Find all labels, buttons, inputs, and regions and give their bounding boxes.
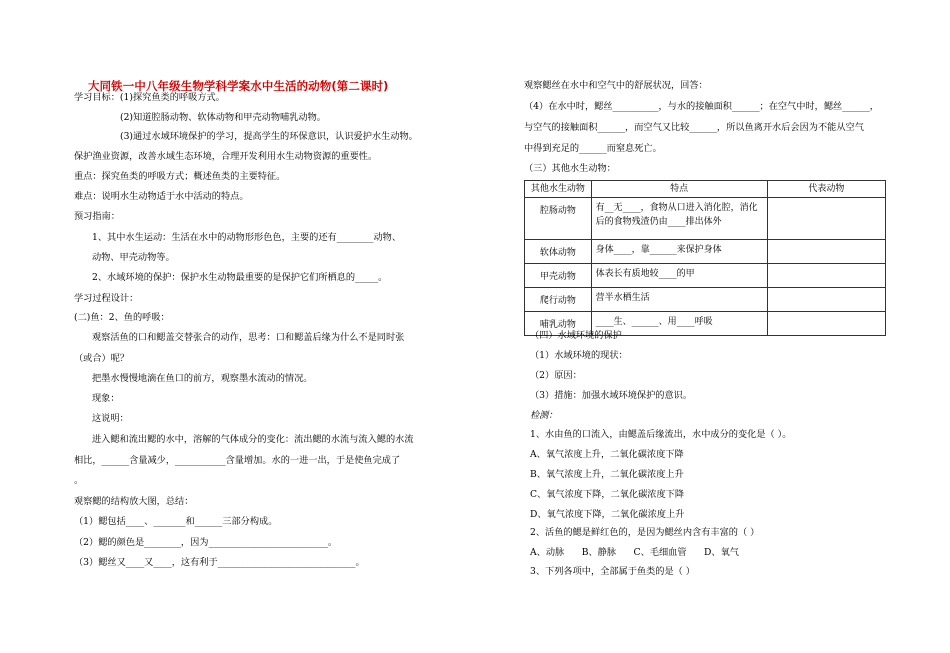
gill-question-3: （3）鳃丝又____又____，这有利于______________________________。 xyxy=(74,557,365,568)
other-aquatic-animals-table xyxy=(524,180,886,336)
gill-question-4-end: 中得到充足的______而窒息死亡。 xyxy=(524,143,662,154)
ink-experiment: 把墨水慢慢地滴在鱼口的前方，观察墨水流动的情况。 xyxy=(92,373,313,384)
table-header-row xyxy=(525,181,886,198)
process-heading: 学习过程设计： xyxy=(74,293,139,304)
table-cell-animal: 腔肠动物 xyxy=(525,198,592,240)
question-1-option-b: B、氧气浓度上升，二氧化碳浓度上升 xyxy=(530,469,684,480)
preview-item-2: 2、水域环境的保护：保护水生动物最重要的是保护它们所栖息的_____。 xyxy=(92,272,388,283)
environment-measures: （3）措施：加强水域环境保护的意识。 xyxy=(530,390,693,401)
table-cell-animal: 爬行动物 xyxy=(525,288,592,312)
learning-goal-2: (2)知道腔肠动物、软体动物和甲壳动物哺乳动物。 xyxy=(120,112,326,123)
table-cell-animal: 哺乳动物 xyxy=(525,312,592,336)
table-header-feature: 特点 xyxy=(591,181,767,198)
gill-observe-question: 观察鳃丝在水中和空气中的舒展状况，回答： xyxy=(524,80,708,91)
key-point: 重点：探究鱼类的呼吸方式；概述鱼类的主要特征。 xyxy=(74,171,286,182)
table-cell-feature: 身体____，靠______来保护身体 xyxy=(591,240,767,264)
table-row xyxy=(525,288,886,312)
table-cell-feature: 体表长有质地较____的甲 xyxy=(591,264,767,288)
gill-observe-heading: 观察鳃的结构放大图，总结： xyxy=(74,496,194,507)
table-cell-representative[interactable] xyxy=(767,288,885,312)
other-animals-heading: （三）其他水生动物： xyxy=(524,163,616,174)
table-header-representative: 代表动物 xyxy=(767,181,885,198)
gill-question-2: （2）鳃的颜色是________，因为__________________________。 xyxy=(74,537,338,548)
water-change-1: 进入鳃和流出鳃的水中，溶解的气体成分的变化：流出鳃的水流与流入鳃的水流 xyxy=(92,434,414,445)
gill-question-4-cont: 与空气的接触面积______，而空气又比较______，所以鱼离开水后会因为不能从空气 xyxy=(524,122,864,133)
table-cell-representative[interactable] xyxy=(767,264,885,288)
table-row xyxy=(525,264,886,288)
question-2: 2、活鱼的鳃是鲜红色的，是因为鳃丝内含有丰富的（ ） xyxy=(530,527,760,538)
environment-cause: （2）原因： xyxy=(530,370,582,381)
question-3: 3、下列各项中，全部属于鱼类的是（ ） xyxy=(530,566,695,577)
table-cell-feature: 有__无____，食物从口进入消化腔，消化后的食物残渣仍由____排出体外 xyxy=(591,198,767,240)
table-row xyxy=(525,198,886,240)
preview-heading: 预习指南： xyxy=(74,211,120,222)
table-cell-representative[interactable] xyxy=(767,312,885,336)
observe-mouth-gill: 观察活鱼的口和鳃盖交替张合的动作，思考：口和鳃盖后缘为什么不是同时张 xyxy=(92,332,405,343)
water-change-2: 相比，______含量减少，___________含量增加。水的一进一出，于是使鱼完成了 xyxy=(74,455,401,466)
question-1: 1、水由鱼的口流入，由鳃盖后缘流出，水中成分的变化是（ ）。 xyxy=(530,429,792,440)
difficult-point: 难点：说明水生动物适于水中活动的特点。 xyxy=(74,191,249,202)
gill-question-4: （4）在水中时，鳃丝__________，与水的接触面积______；在空气中时，鳃丝______， xyxy=(524,101,879,112)
table-header-animal: 其他水生动物 xyxy=(525,181,592,198)
preview-item-1: 1、其中水生运动：生活在水中的动物形形色色，主要的还有________动物、 xyxy=(92,232,402,243)
table-cell-feature: ____生、______、用____呼吸 xyxy=(591,312,767,336)
page-title: 大同铁一中八年级生物学科学案水中生活的动物(第二课时) xyxy=(88,79,389,93)
learning-goal-3: (3)通过水域环境保护的学习，提高学生的环保意识，认识爱护水生动物。 xyxy=(120,131,418,142)
explanation-label: 这说明： xyxy=(92,413,129,424)
question-1-option-d: D、氧气浓度下降，二氧化碳浓度上升 xyxy=(530,509,685,520)
water-change-3: 。 xyxy=(74,475,84,486)
learning-goal-3-cont: 保护渔业资源，改善水域生态环境，合理开发利用水生动物资源的重要性。 xyxy=(74,151,378,162)
phenomenon-label: 现象： xyxy=(92,393,120,404)
table-cell-feature: 营半水栖生活 xyxy=(591,288,767,312)
question-1-option-a: A、氧气浓度上升，二氧化碳浓度下降 xyxy=(530,449,684,460)
question-1-option-c: C、氧气浓度下降，二氧化碳浓度下降 xyxy=(530,489,685,500)
environment-status: （1）水域环境的现状： xyxy=(530,350,628,361)
section-fish-breathing: (二)鱼：2、鱼的呼吸： xyxy=(74,312,170,323)
environment-protection-heading: （四）水域环境的保护 xyxy=(530,330,622,341)
observe-mouth-gill-cont: （或合）呢？ xyxy=(74,353,130,364)
question-2-options: A、动脉 B、静脉 C、毛细血管 D、氧气 xyxy=(530,547,739,558)
table-cell-representative[interactable] xyxy=(767,240,885,264)
test-heading: 检测： xyxy=(530,410,558,421)
table-cell-animal: 软体动物 xyxy=(525,240,592,264)
gill-question-1: （1）鳃包括____、_______和______三部分构成。 xyxy=(74,516,278,527)
table-cell-animal: 甲壳动物 xyxy=(525,264,592,288)
table-row xyxy=(525,240,886,264)
preview-item-1-cont: 动物、甲壳动物等。 xyxy=(92,252,175,263)
learning-goal-1: 学习目标：(1)探究鱼类的呼吸方式。 xyxy=(74,92,225,103)
table-cell-representative[interactable] xyxy=(767,198,885,240)
